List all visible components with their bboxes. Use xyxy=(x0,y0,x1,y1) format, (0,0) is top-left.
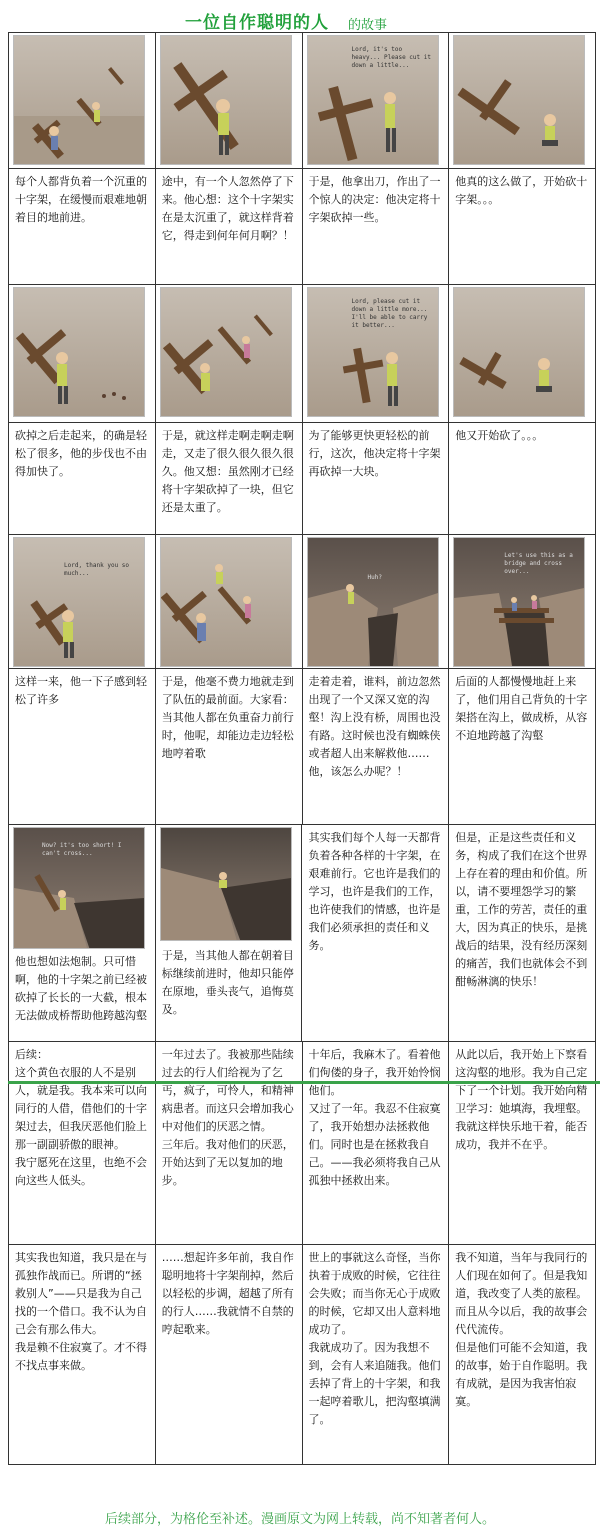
sequel-cell xyxy=(449,1042,596,1244)
caption-14: 于是，当其他人都在朝着目标继续前进时，他却只能停在原地，垂头丧气，追悔莫及。 xyxy=(161,949,294,1016)
caption-12: 后面的人都慢慢地赶上来了，他们用自己背负的十字架搭在沟上，做成桥，从容不迫地跨越了沟壑 xyxy=(455,675,588,742)
caption-3: 于是，他拿出刀，作出了一个惊人的决定：他决定将十字架砍掉一些。 xyxy=(308,175,441,224)
footer-note: 后续部分，为格伦至补述。漫画原文为网上转载，尚不知著者何人。 xyxy=(104,1512,495,1527)
caption-row-2 xyxy=(9,423,596,535)
section-divider xyxy=(8,1081,600,1084)
caption-cell xyxy=(449,169,596,284)
caption-row-3 xyxy=(9,669,596,825)
panel-1 xyxy=(9,33,156,168)
panel-8 xyxy=(449,285,596,422)
sequel-cell xyxy=(449,1245,596,1464)
sequel-cell xyxy=(303,1245,450,1464)
panel-4 xyxy=(449,33,596,168)
caption-11: 走着走着，谁料，前边忽然出现了一个又深又宽的沟壑！沟上没有桥，周围也没有路。这时候也没有蜘蛛侠或者超人出来解救他……他，该怎么办呢？！ xyxy=(308,675,441,778)
panel-image-3 xyxy=(307,35,439,165)
caption-cell xyxy=(156,423,303,534)
sequel-paragraph: 这个黄色衣服的人不是别人，就是我。我本来可以向同行的人借，借他们的十字架过去，但我厌恶他们脸上那一副副骄傲的眼神。 xyxy=(15,1066,147,1151)
panel-10 xyxy=(156,535,303,668)
caption-cell xyxy=(9,169,156,284)
panel-image-4 xyxy=(453,35,585,165)
panel-14 xyxy=(156,825,303,1041)
speech-bubble-11: Huh? xyxy=(367,574,382,581)
sequel-cell xyxy=(156,1042,303,1244)
panel-image-14 xyxy=(160,827,292,941)
caption-5: 砍掉之后走起来，的确是轻松了很多，他的步伐也不由得加快了。 xyxy=(15,429,147,478)
caption-cell xyxy=(449,423,596,534)
caption-cell xyxy=(449,669,596,824)
mixed-row-4 xyxy=(9,825,596,1042)
sequel-cell xyxy=(9,1245,156,1464)
image-row-1 xyxy=(9,33,596,169)
panel-11 xyxy=(303,535,450,668)
caption-16: 但是，正是这些责任和义务，构成了我们在这个世界上存在着的理由和价值。所以，请不要埋怨学习的繁重，工作的劳苦，责任的重大，因为真正的快乐，是挑战后的结果，没有经历深刻的痛苦，我们也就体会不到酣畅淋漓的快乐！ xyxy=(455,831,588,988)
sequel-row-2 xyxy=(9,1245,596,1465)
speech-bubble-12: Let's use this as a bridge and cross over... xyxy=(504,552,573,575)
caption-15: 其实我们每个人每一天都背负着各种各样的十字架，在艰难前行。它也许是我们的学习，也许是我们的工作，也许使我们的情感，也许是我们必须承担的责任和义务。 xyxy=(308,831,441,952)
caption-6: 于是，就这样走啊走啊走啊走，又走了很久很久很久很久。他又想：虽然刚才已经将十字架砍掉了一块，但它还是太重了。 xyxy=(161,429,294,514)
sequel-paragraph: 我就这样快乐地干着，能否成功，我并不在乎。 xyxy=(455,1120,588,1151)
panel-13 xyxy=(9,825,156,1041)
sequel-paragraph: 其实我也知道，我只是在与孤独作战而已。所谓的“拯救别人”——只是我为自己找的一个借口。我不认为自己会有那么伟大。 xyxy=(15,1251,147,1336)
sequel-heading: 后续： xyxy=(15,1048,48,1061)
sequel-paragraph: 我就成功了。因为我想不到，会有人来追随我。他们丢掉了背上的十字架，和我一起哼着歌儿，把沟壑填满了。 xyxy=(308,1341,441,1426)
panel-image-6 xyxy=(160,287,292,417)
caption-cell xyxy=(303,423,450,534)
caption-1: 每个人都背负着一个沉重的十字架，在缓慢而艰难地朝着目的地前进。 xyxy=(15,175,147,224)
panel-image-10 xyxy=(160,537,292,667)
comic-grid xyxy=(8,32,596,1465)
speech-bubble-3: Lord, it's too heavy... Please cut it down a little... xyxy=(351,46,431,69)
panel-12 xyxy=(449,535,596,668)
panel-2 xyxy=(156,33,303,168)
sequel-paragraph: 一年过去了。我被那些陆续过去的行人们给视为了乞丐，疯子，可怜人，和精神病患者。而这只会增加我心中对他们的厌恶之情。 xyxy=(161,1048,294,1133)
speech-bubble-13: Now? it's too short! I can't cross... xyxy=(42,842,122,857)
panel-image-8 xyxy=(453,287,585,417)
sequel-paragraph: 从此以后，我开始上下察看这沟壑的地形。我为自己定下了一个计划。我开始向精卫学习：她填海，我埋壑。 xyxy=(455,1048,588,1115)
panel-image-1 xyxy=(13,35,145,165)
caption-cell xyxy=(303,169,450,284)
panel-image-2 xyxy=(160,35,292,165)
caption-10: 于是，他毫不费力地就走到了队伍的最前面。大家看：当其他人都在负重奋力前行时，他呢，却能边走边轻松地哼着歌 xyxy=(161,675,294,760)
sequel-cell xyxy=(9,1042,156,1244)
sequel-paragraph: 世上的事就这么奇怪，当你执着于成败的时候，它往往会失败；而当你无心于成败的时候，它却又出人意料地成功了。 xyxy=(308,1251,441,1336)
panel-9 xyxy=(9,535,156,668)
sequel-paragraph: 我宁愿死在这里，也绝不会向这些人低头。 xyxy=(15,1156,147,1187)
caption-2: 途中，有一个人忽然停了下来。他心想：这个十字架实在是太沉重了，就这样背着它，得走到何年何月啊？！ xyxy=(161,175,294,242)
panel-6 xyxy=(156,285,303,422)
caption-cell xyxy=(303,669,450,824)
caption-cell xyxy=(449,825,596,1041)
caption-13: 他也想如法炮制。只可惜啊，他的十字架之前已经被砍掉了长长的一大截，根本无法做成桥帮助他跨越沟壑 xyxy=(15,955,147,1022)
page-subtitle: 的故事 xyxy=(348,18,388,33)
panel-3 xyxy=(303,33,450,168)
sequel-paragraph: 我不知道，当年与我同行的人们现在如何了。但是我知道，我改变了人类的旅程。而且从今以后，我的故事会代代流传。 xyxy=(455,1251,588,1336)
sequel-paragraph: ……想起许多年前，我自作聪明地将十字架削掉，然后以轻松的步调，超越了所有的行人……我就情不自禁的哼起歌来。 xyxy=(161,1251,294,1336)
caption-cell xyxy=(156,669,303,824)
panel-image-12 xyxy=(453,537,585,667)
caption-cell xyxy=(9,669,156,824)
sequel-paragraph: 又过了一年。我忍不住寂寞了，我开始想办法拯救他们。同时也是在拯救我自己。——我必须将我自己从孤独中拯救出来。 xyxy=(308,1102,441,1187)
caption-cell xyxy=(156,169,303,284)
speech-bubble-7: Lord, please cut it down a little more... I'll be able to carry it better... xyxy=(351,298,428,329)
caption-4: 他真的这么做了，开始砍十字架。。。 xyxy=(455,175,588,206)
panel-image-5 xyxy=(13,287,145,417)
caption-row-1 xyxy=(9,169,596,285)
panel-image-13 xyxy=(13,827,145,949)
sequel-paragraph: 我是赖不住寂寞了。才不得不找点事来做。 xyxy=(15,1341,147,1372)
panel-5 xyxy=(9,285,156,422)
caption-cell xyxy=(9,423,156,534)
sequel-cell xyxy=(156,1245,303,1464)
caption-9: 这样一来，他一下子感到轻松了许多 xyxy=(15,675,147,706)
caption-8: 他又开始砍了。。。 xyxy=(455,429,544,442)
caption-7: 为了能够更快更轻松的前行，这次，他决定将十字架再砍掉一大块。 xyxy=(308,429,441,478)
panel-image-9 xyxy=(13,537,145,667)
panel-image-11 xyxy=(307,537,439,667)
sequel-paragraph: 但是他们可能不会知道，我的故事，始于自作聪明。我有成就，是因为我害怕寂寞。 xyxy=(455,1341,588,1408)
panel-7 xyxy=(303,285,450,422)
sequel-row-1 xyxy=(9,1042,596,1245)
sequel-cell xyxy=(303,1042,450,1244)
image-row-2 xyxy=(9,285,596,423)
speech-bubble-9: Lord, thank you so much... xyxy=(64,562,130,577)
sequel-paragraph: 十年后，我麻木了。看着他们佝偻的身子，我开始怜悯他们。 xyxy=(308,1048,441,1097)
page-title: 一位自作聪明的人 xyxy=(185,13,329,33)
caption-cell xyxy=(302,825,449,1041)
image-row-3 xyxy=(9,535,596,669)
sequel-paragraph: 三年后。我对他们的厌恶，开始达到了无以复加的地步。 xyxy=(161,1138,294,1187)
panel-image-7 xyxy=(307,287,439,417)
